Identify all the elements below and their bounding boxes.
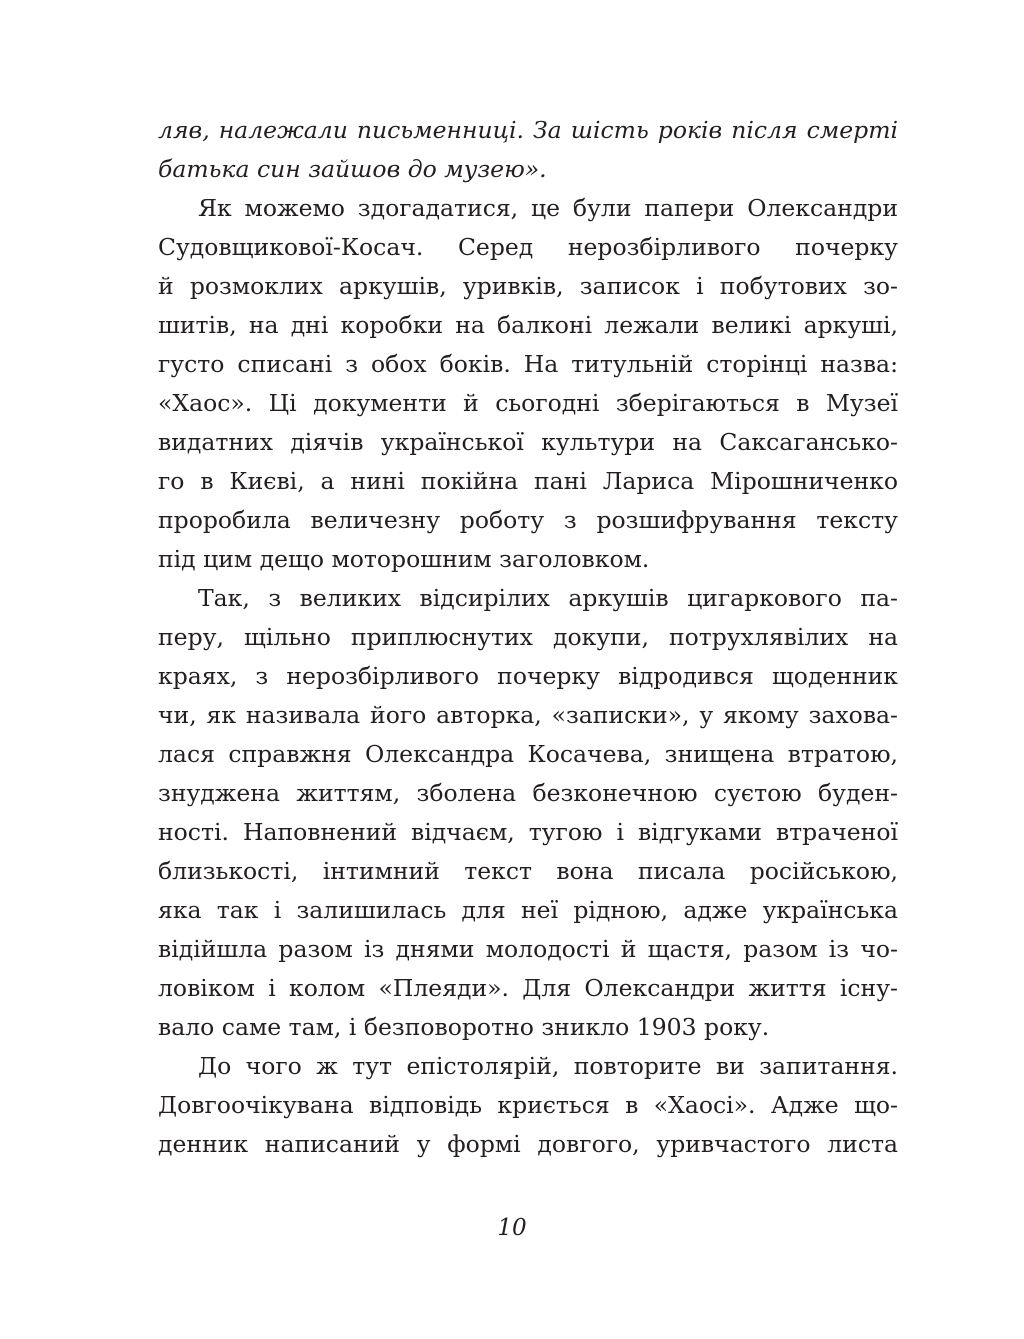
text-line: Як можемо здогадатися, це були папери Олександри — [198, 194, 898, 222]
text-line: Судовщикової-Косач. Серед нерозбірливого почерку — [158, 233, 898, 261]
text-line: шитів, на дні коробки на балконі лежали великі аркуші, — [158, 311, 898, 339]
paragraph-quote-end — [158, 111, 898, 189]
text-line: «Хаос». Ці документи й сьогодні зберігаються в Музеї — [158, 389, 898, 417]
text-line: видатних діячів української культури на Саксагансько- — [158, 428, 898, 456]
text-line: й розмоклих аркушів, уривків, записок і побутових зо- — [158, 272, 898, 300]
text-line: го в Києві, а нині покійна пані Лариса Мірошниченко — [158, 467, 898, 495]
text-line: Так, з великих відсирілих аркушів цигаркового па- — [198, 584, 898, 612]
text-line: чи, як називала його авторка, «записки», у якому захова- — [158, 701, 898, 729]
text-line: ляв, належали письменниці. За шість років після смерті — [158, 116, 898, 144]
text-line: лася справжня Олександра Косачева, знищена втратою, — [158, 740, 898, 768]
text-line: Довгоочікувана відповідь криється в «Хаосі». Адже що- — [158, 1091, 898, 1119]
text-line: краях, з нерозбірливого почерку відродився щоденник — [158, 662, 898, 690]
text-line: До чого ж тут епістолярій, повторите ви запитання. — [198, 1052, 898, 1080]
paragraph-papers — [158, 189, 898, 579]
text-line: відійшла разом із днями молодості й щастя, разом із чо- — [158, 935, 898, 963]
text-line: близькості, інтимний текст вона писала російською, — [158, 857, 898, 885]
text-line: яка так і залишилась для неї рідною, адже українська — [158, 896, 898, 924]
text-line: під цим дещо моторошним заголовком. — [158, 545, 650, 573]
body-text — [158, 111, 898, 1164]
text-line: знуджена життям, зболена безконечною суєтою буден- — [158, 779, 898, 807]
paragraph-epistolary — [158, 1047, 898, 1164]
text-line: густо списані з обох боків. На титульній сторінці назва: — [158, 350, 898, 378]
text-line: ловіком і колом «Плеяди». Для Олександри життя існу- — [158, 974, 898, 1002]
text-line: денник написаний у формі довгого, уривчастого листа — [158, 1130, 898, 1158]
text-line: проробила величезну роботу з розшифрування тексту — [158, 506, 898, 534]
text-line: перу, щільно приплюснутих докупи, потрухлявілих на — [158, 623, 898, 651]
page-number: 10 — [497, 1215, 527, 1241]
text-line: ності. Наповнений відчаєм, тугою і відгуками втраченої — [158, 818, 898, 846]
text-line: вало саме там, і безповоротно зникло 1903 року. — [158, 1013, 770, 1041]
text-line: батька син зайшов до музею». — [158, 155, 547, 183]
paragraph-diary — [158, 579, 898, 1047]
